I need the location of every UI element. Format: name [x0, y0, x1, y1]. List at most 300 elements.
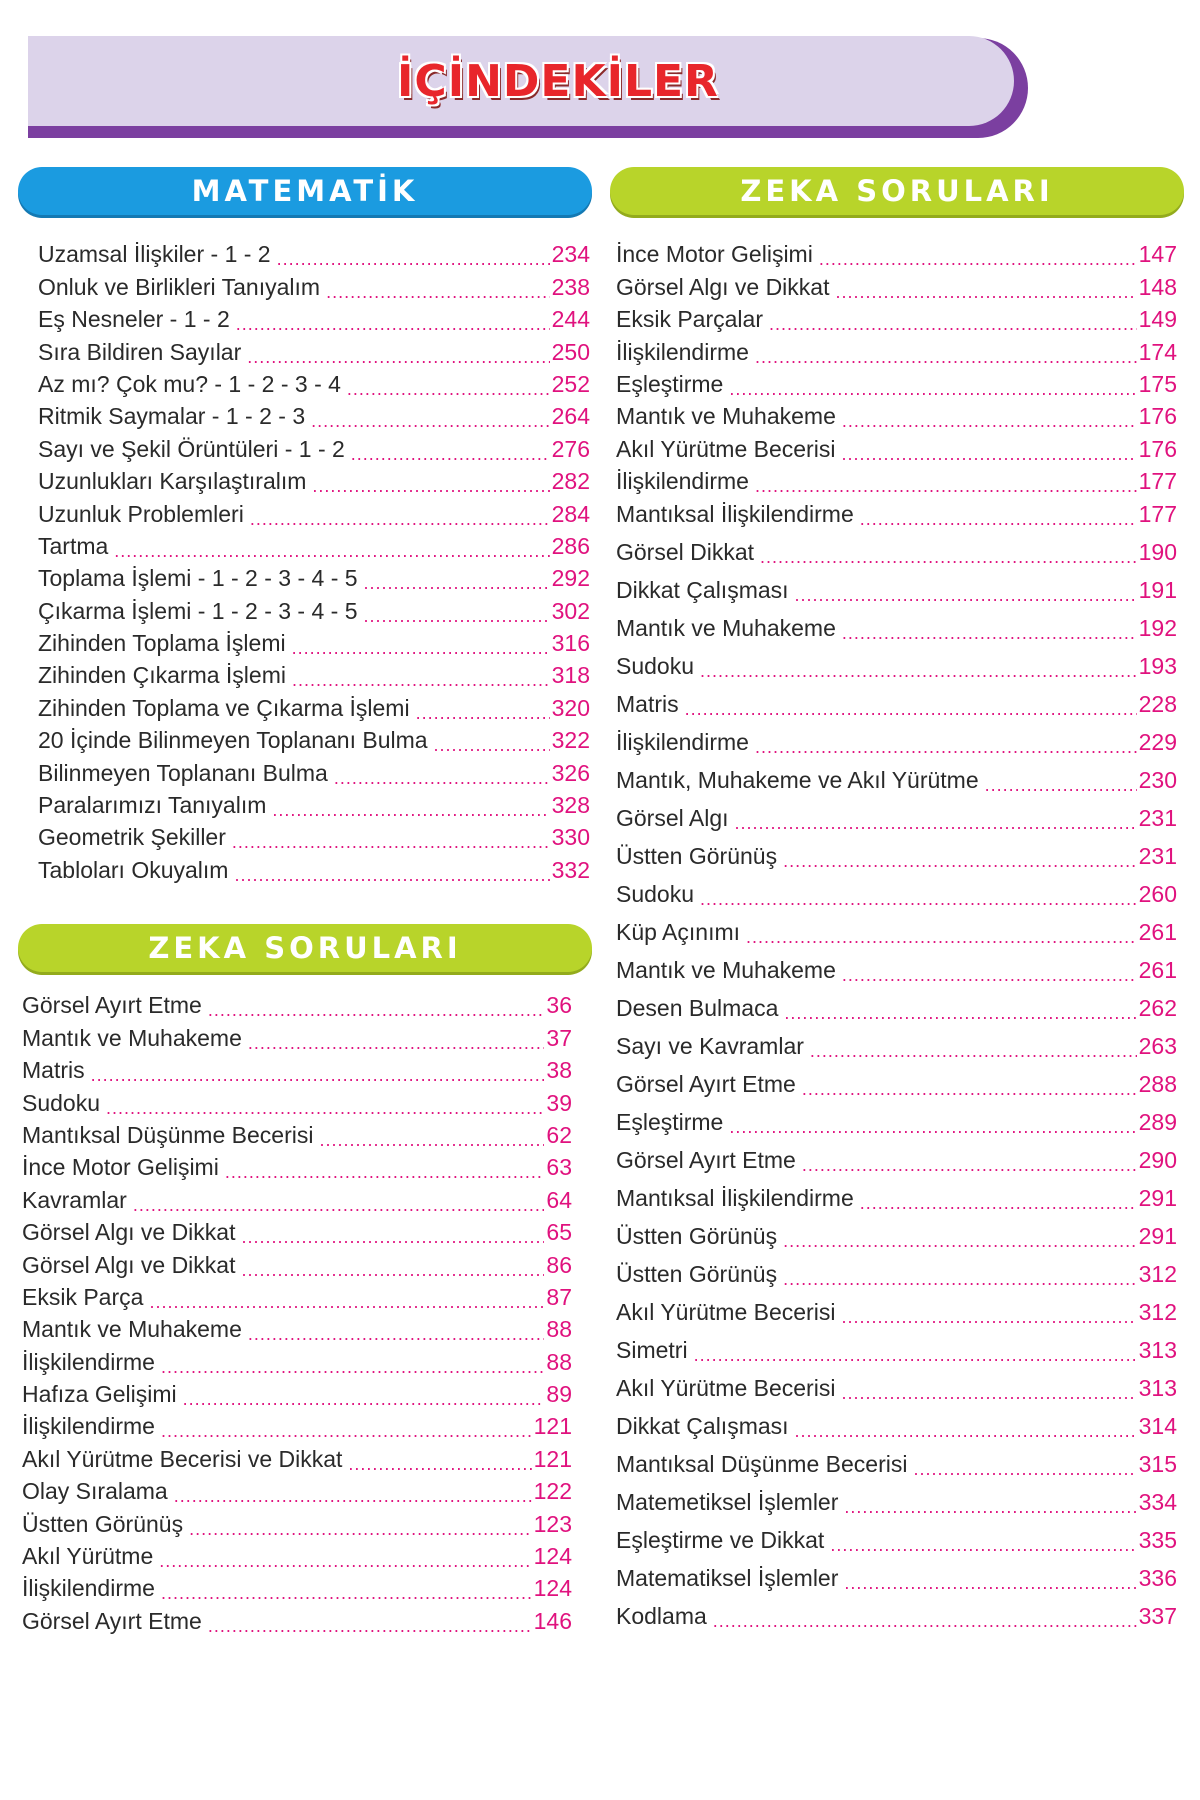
toc-entry — [22, 1214, 572, 1246]
toc-entry-title: 20 İçinde Bilinmeyen Toplananı Bulma — [38, 727, 428, 754]
toc-entry-page: 264 — [551, 403, 590, 430]
toc-entry-page: 86 — [546, 1251, 572, 1278]
toc-entry — [22, 1602, 572, 1634]
toc-entry — [616, 794, 1177, 832]
toc-entry-page: 335 — [1138, 1526, 1177, 1553]
toc-entry — [616, 680, 1177, 718]
dot-leader — [700, 662, 1137, 680]
toc-entry-title: Akıl Yürütme Becerisi — [616, 1298, 836, 1325]
toc-entry — [38, 657, 590, 689]
toc-entry-title: Akıl Yürütme Becerisi — [616, 435, 836, 462]
toc-entry — [616, 1402, 1177, 1440]
dot-leader — [225, 1163, 545, 1181]
toc-entry-page: 330 — [551, 824, 590, 851]
toc-entry-page: 231 — [1138, 804, 1177, 831]
toc-entry — [22, 1570, 572, 1602]
toc-entry-page: 176 — [1138, 403, 1177, 430]
toc-entry — [616, 1440, 1177, 1478]
toc-entry — [22, 1440, 572, 1472]
toc-entry — [616, 604, 1177, 642]
toc-entry — [38, 430, 590, 462]
toc-entry — [38, 268, 590, 300]
toc-entry-title: Bilinmeyen Toplananı Bulma — [38, 759, 328, 786]
dot-leader — [347, 380, 550, 398]
dot-leader — [208, 1001, 545, 1019]
toc-entry — [616, 236, 1177, 268]
toc-entry — [616, 1060, 1177, 1098]
toc-entry — [22, 1408, 572, 1440]
toc-entry-page: 193 — [1138, 652, 1177, 679]
dot-leader — [241, 1261, 544, 1279]
dot-leader — [319, 1131, 544, 1149]
toc-entry-title: Eş Nesneler - 1 - 2 — [38, 306, 230, 333]
toc-entry — [616, 1288, 1177, 1326]
dot-leader — [860, 1194, 1137, 1212]
toc-entry-page: 124 — [533, 1543, 572, 1570]
toc-entry-page: 250 — [551, 338, 590, 365]
toc-entry-title: Üstten Görünüş — [616, 1260, 778, 1287]
toc-entry-title: İnce Motor Gelişimi — [22, 1154, 219, 1181]
toc-entry — [616, 301, 1177, 333]
toc-entry-page: 124 — [533, 1575, 572, 1602]
toc-entry — [38, 301, 590, 333]
dot-leader — [713, 1612, 1137, 1630]
toc-entry — [22, 1473, 572, 1505]
dot-leader — [844, 1498, 1136, 1516]
dot-leader — [842, 412, 1137, 430]
toc-entry — [616, 1250, 1177, 1288]
dot-leader — [434, 736, 550, 754]
toc-entry — [38, 463, 590, 495]
dot-leader — [700, 890, 1137, 908]
toc-entry-page: 315 — [1138, 1450, 1177, 1477]
toc-entry-title: Uzunlukları Karşılaştıralım — [38, 468, 307, 495]
toc-entry — [616, 268, 1177, 300]
toc-entry — [616, 1174, 1177, 1212]
dot-leader — [236, 315, 550, 333]
dot-leader — [841, 1384, 1136, 1402]
toc-entry — [22, 1052, 572, 1084]
toc-entry — [616, 1516, 1177, 1554]
dot-leader — [844, 1574, 1136, 1592]
toc-entry-title: Mantıksal İlişkilendirme — [616, 1184, 854, 1211]
toc-entry-title: Görsel Ayırt Etme — [22, 1607, 202, 1634]
toc-entry — [22, 1311, 572, 1343]
toc-entry — [22, 1019, 572, 1051]
toc-entry-title: Simetri — [616, 1336, 688, 1363]
toc-entry-title: Küp Açınımı — [616, 918, 741, 945]
toc-entry-title: Kodlama — [616, 1602, 707, 1629]
toc-entry — [616, 908, 1177, 946]
dot-leader — [133, 1196, 545, 1214]
dot-leader — [277, 250, 550, 268]
dot-leader — [334, 769, 550, 787]
toc-entry-title: Zihinden Toplama İşlemi — [38, 630, 286, 657]
toc-entry-page: 288 — [1138, 1070, 1177, 1097]
zeka-left-section-header: ZEKA SORULARI — [18, 924, 592, 972]
dot-leader — [106, 1099, 544, 1117]
toc-entry — [38, 495, 590, 527]
dot-leader — [784, 1004, 1136, 1022]
toc-entry-title: Toplama İşlemi - 1 - 2 - 3 - 4 - 5 — [38, 565, 358, 592]
toc-entry-title: İnce Motor Gelişimi — [616, 241, 813, 268]
toc-entry-title: Tartma — [38, 532, 109, 559]
dot-leader — [248, 1325, 545, 1343]
toc-entry-page: 234 — [551, 241, 590, 268]
toc-entry-page: 322 — [551, 727, 590, 754]
toc-entry-title: Uzamsal İlişkiler - 1 - 2 — [38, 241, 271, 268]
toc-entry-title: Mantık ve Muhakeme — [616, 403, 836, 430]
toc-entry-title: İlişkilendirme — [616, 468, 749, 495]
toc-entry-title: Matris — [22, 1057, 85, 1084]
toc-entry-page: 314 — [1138, 1412, 1177, 1439]
dot-leader — [746, 928, 1137, 946]
dot-leader — [161, 1584, 532, 1602]
dot-leader — [189, 1520, 532, 1538]
dot-leader — [735, 814, 1137, 832]
toc-entry-title: Eşleştirme ve Dikkat — [616, 1526, 825, 1553]
toc-entry-title: Mantık ve Muhakeme — [616, 956, 836, 983]
dot-leader — [755, 477, 1137, 495]
toc-entry — [616, 366, 1177, 398]
dot-leader — [841, 1308, 1136, 1326]
toc-entry-page: 313 — [1138, 1374, 1177, 1401]
toc-entry-page: 65 — [546, 1219, 572, 1246]
toc-entry — [22, 1149, 572, 1181]
toc-entry-title: İlişkilendirme — [22, 1575, 155, 1602]
toc-entry-page: 147 — [1138, 241, 1177, 268]
toc-entry — [616, 463, 1177, 495]
toc-entry-title: Görsel Dikkat — [616, 538, 755, 565]
toc-entry-title: Paralarımızı Tanıyalım — [38, 792, 267, 819]
toc-entry-title: Sıra Bildiren Sayılar — [38, 338, 242, 365]
dot-leader — [248, 1034, 545, 1052]
toc-entry — [38, 722, 590, 754]
dot-leader — [760, 548, 1137, 566]
toc-entry-page: 313 — [1138, 1336, 1177, 1363]
toc-entry-page: 190 — [1138, 538, 1177, 565]
toc-entry — [616, 566, 1177, 604]
toc-entry-title: Sayı ve Şekil Örüntüleri - 1 - 2 — [38, 435, 345, 462]
toc-entry-page: 286 — [551, 532, 590, 559]
toc-entry-page: 318 — [551, 662, 590, 689]
dot-leader — [802, 1080, 1137, 1098]
dot-leader — [161, 1422, 532, 1440]
toc-entry-title: Akıl Yürütme Becerisi ve Dikkat — [22, 1445, 343, 1472]
dot-leader — [149, 1293, 544, 1311]
toc-entry-title: Dikkat Çalışması — [616, 576, 789, 603]
toc-entry-page: 174 — [1138, 338, 1177, 365]
toc-entry — [38, 851, 590, 883]
dot-leader — [783, 1270, 1137, 1288]
toc-entry-page: 262 — [1138, 994, 1177, 1021]
toc-entry-page: 332 — [551, 856, 590, 883]
toc-entry — [616, 1326, 1177, 1364]
toc-entry-page: 260 — [1138, 880, 1177, 907]
toc-entry-page: 121 — [533, 1445, 572, 1472]
toc-entry-page: 328 — [551, 792, 590, 819]
dot-leader — [985, 776, 1137, 794]
toc-entry-page: 122 — [533, 1478, 572, 1505]
toc-entry-title: Sudoku — [616, 652, 695, 679]
dot-leader — [783, 852, 1137, 870]
toc-entry-title: Sudoku — [616, 880, 695, 907]
toc-entry-page: 87 — [546, 1283, 572, 1310]
toc-entry-title: Üstten Görünüş — [616, 842, 778, 869]
toc-entry-title: Az mı? Çok mu? - 1 - 2 - 3 - 4 — [38, 370, 341, 397]
toc-entry-page: 230 — [1138, 766, 1177, 793]
math-section-header: MATEMATİK — [18, 167, 592, 215]
toc-entry — [38, 398, 590, 430]
toc-entry-title: Olay Sıralama — [22, 1478, 168, 1505]
dot-leader — [729, 380, 1136, 398]
toc-entry-page: 291 — [1138, 1184, 1177, 1211]
toc-entry — [616, 946, 1177, 984]
toc-entry-title: Mantık ve Muhakeme — [616, 614, 836, 641]
dot-leader — [174, 1487, 532, 1505]
toc-entry-page: 38 — [546, 1057, 572, 1084]
toc-entry-title: Sudoku — [22, 1089, 101, 1116]
toc-entry-title: Eşleştirme — [616, 370, 724, 397]
toc-entry-page: 302 — [551, 597, 590, 624]
toc-entry — [22, 1505, 572, 1537]
toc-entry — [616, 1022, 1177, 1060]
toc-entry-page: 326 — [551, 759, 590, 786]
toc-entry-title: Geometrik Şekiller — [38, 824, 226, 851]
toc-entry — [38, 625, 590, 657]
dot-leader — [830, 1536, 1136, 1554]
toc-entry-page: 177 — [1138, 500, 1177, 527]
dot-leader — [835, 283, 1136, 301]
dot-leader — [161, 1358, 544, 1376]
toc-entry-title: Akıl Yürütme Becerisi — [616, 1374, 836, 1401]
toc-entry-page: 238 — [551, 273, 590, 300]
toc-entry-page: 88 — [546, 1348, 572, 1375]
toc-entry-page: 289 — [1138, 1108, 1177, 1135]
toc-entry — [616, 1478, 1177, 1516]
toc-entry-title: Görsel Ayırt Etme — [616, 1070, 796, 1097]
toc-entry-page: 261 — [1138, 918, 1177, 945]
toc-entry — [22, 1279, 572, 1311]
dot-leader — [810, 1042, 1137, 1060]
dot-leader — [913, 1460, 1136, 1478]
dot-leader — [802, 1156, 1137, 1174]
dot-leader — [694, 1346, 1137, 1364]
toc-entry — [616, 398, 1177, 430]
dot-leader — [232, 833, 550, 851]
toc-entry-title: Görsel Algı ve Dikkat — [616, 273, 830, 300]
toc-entry-page: 261 — [1138, 956, 1177, 983]
toc-entry-title: Mantık ve Muhakeme — [22, 1316, 242, 1343]
toc-entry-page: 64 — [546, 1186, 572, 1213]
toc-entry-title: Sayı ve Kavramlar — [616, 1032, 804, 1059]
dot-leader — [312, 477, 549, 495]
toc-entry — [616, 1136, 1177, 1174]
toc-entry-page: 177 — [1138, 468, 1177, 495]
toc-entry-page: 337 — [1138, 1602, 1177, 1629]
toc-entry — [616, 1592, 1177, 1630]
dot-leader — [755, 348, 1137, 366]
toc-entry-title: İlişkilendirme — [616, 338, 749, 365]
toc-entry-page: 336 — [1138, 1564, 1177, 1591]
toc-entry — [38, 592, 590, 624]
dot-leader — [795, 1422, 1137, 1440]
dot-leader — [364, 574, 550, 592]
toc-entry-title: Desen Bulmaca — [616, 994, 779, 1021]
toc-entry — [616, 430, 1177, 462]
toc-entry — [38, 236, 590, 268]
zeka-right-section-header: ZEKA SORULARI — [610, 167, 1184, 215]
toc-entry — [22, 1246, 572, 1278]
toc-entry-title: Mantıksal Düşünme Becerisi — [22, 1121, 314, 1148]
toc-entry-page: 63 — [546, 1154, 572, 1181]
toc-entry-page: 334 — [1138, 1488, 1177, 1515]
toc-entry-title: Çıkarma İşlemi - 1 - 2 - 3 - 4 - 5 — [38, 597, 358, 624]
zeka-left-toc-list — [22, 987, 572, 1635]
toc-entry-page: 312 — [1138, 1260, 1177, 1287]
toc-entry-page: 244 — [551, 306, 590, 333]
toc-entry-title: Dikkat Çalışması — [616, 1412, 789, 1439]
toc-entry-title: Görsel Algı ve Dikkat — [22, 1219, 236, 1246]
dot-leader — [208, 1617, 532, 1635]
dot-leader — [841, 445, 1136, 463]
toc-entry — [38, 787, 590, 819]
toc-entry-page: 316 — [551, 630, 590, 657]
toc-entry-page: 263 — [1138, 1032, 1177, 1059]
dot-leader — [91, 1066, 545, 1084]
toc-entry-page: 312 — [1138, 1298, 1177, 1325]
toc-entry-title: Mantık, Muhakeme ve Akıl Yürütme — [616, 766, 979, 793]
dot-leader — [769, 315, 1137, 333]
dot-leader — [326, 283, 550, 301]
toc-entry — [38, 560, 590, 592]
toc-entry-title: Hafıza Gelişimi — [22, 1381, 177, 1408]
toc-entry-title: Mantıksal Düşünme Becerisi — [616, 1450, 908, 1477]
toc-entry-title: Kavramlar — [22, 1186, 127, 1213]
toc-entry-title: Uzunluk Problemleri — [38, 500, 244, 527]
toc-entry — [38, 689, 590, 721]
toc-entry-page: 146 — [533, 1607, 572, 1634]
toc-entry-title: Eşleştirme — [616, 1108, 724, 1135]
dot-leader — [250, 510, 550, 528]
dot-leader — [364, 607, 550, 625]
dot-leader — [842, 966, 1137, 984]
toc-entry — [616, 1212, 1177, 1250]
toc-entry-title: Ritmik Saymalar - 1 - 2 - 3 — [38, 403, 306, 430]
toc-entry — [616, 984, 1177, 1022]
dot-leader — [292, 639, 550, 657]
toc-entry — [22, 1538, 572, 1570]
toc-entry — [616, 495, 1177, 527]
toc-entry — [22, 1376, 572, 1408]
toc-entry-page: 88 — [546, 1316, 572, 1343]
dot-leader — [783, 1232, 1137, 1250]
toc-entry-title: Görsel Ayırt Etme — [616, 1146, 796, 1173]
dot-leader — [351, 445, 550, 463]
toc-entry-page: 89 — [546, 1381, 572, 1408]
toc-entry — [38, 754, 590, 786]
toc-entry-page: 292 — [551, 565, 590, 592]
toc-entry-page: 252 — [551, 370, 590, 397]
toc-entry-title: Görsel Ayırt Etme — [22, 992, 202, 1019]
toc-entry-page: 175 — [1138, 370, 1177, 397]
toc-entry — [616, 1098, 1177, 1136]
toc-entry — [38, 819, 590, 851]
toc-entry — [616, 718, 1177, 756]
toc-entry — [616, 832, 1177, 870]
toc-entry-title: Zihinden Toplama ve Çıkarma İşlemi — [38, 694, 410, 721]
dot-leader — [311, 412, 550, 430]
toc-entry-title: Üstten Görünüş — [22, 1510, 184, 1537]
dot-leader — [729, 1118, 1136, 1136]
toc-entry-title: Mantıksal İlişkilendirme — [616, 500, 854, 527]
toc-entry-page: 290 — [1138, 1146, 1177, 1173]
toc-entry-title: Görsel Algı ve Dikkat — [22, 1251, 236, 1278]
toc-entry-page: 123 — [533, 1510, 572, 1537]
toc-entry-page: 284 — [551, 500, 590, 527]
dot-leader — [234, 866, 549, 884]
toc-entry-title: İlişkilendirme — [616, 728, 749, 755]
toc-entry-page: 176 — [1138, 435, 1177, 462]
toc-entry-title: İlişkilendirme — [22, 1413, 155, 1440]
zeka-right-toc-list — [616, 236, 1177, 1630]
toc-entry-title: Akıl Yürütme — [22, 1543, 154, 1570]
toc-entry — [616, 333, 1177, 365]
toc-entry — [22, 1117, 572, 1149]
toc-entry-title: Eksik Parçalar — [616, 306, 763, 333]
dot-leader — [292, 671, 550, 689]
toc-entry-page: 36 — [546, 992, 572, 1019]
toc-entry-page: 148 — [1138, 273, 1177, 300]
toc-entry-page: 229 — [1138, 728, 1177, 755]
dot-leader — [860, 510, 1137, 528]
dot-leader — [348, 1455, 531, 1473]
toc-entry-title: Matemetiksel İşlemler — [616, 1488, 839, 1515]
toc-entry-title: Eksik Parça — [22, 1283, 144, 1310]
toc-entry — [616, 1364, 1177, 1402]
math-toc-list — [38, 236, 590, 884]
toc-entry-page: 276 — [551, 435, 590, 462]
toc-entry — [22, 1084, 572, 1116]
toc-entry — [38, 333, 590, 365]
toc-entry-title: Zihinden Çıkarma İşlemi — [38, 662, 286, 689]
dot-leader — [114, 542, 549, 560]
toc-entry-page: 192 — [1138, 614, 1177, 641]
toc-entry — [616, 756, 1177, 794]
dot-leader — [159, 1552, 531, 1570]
toc-entry — [616, 1554, 1177, 1592]
toc-entry — [616, 642, 1177, 680]
toc-entry-page: 320 — [551, 694, 590, 721]
toc-entry — [38, 366, 590, 398]
dot-leader — [183, 1390, 545, 1408]
dot-leader — [272, 801, 549, 819]
toc-entry-page: 37 — [546, 1024, 572, 1051]
toc-entry-title: Matris — [616, 690, 679, 717]
toc-entry-title: Görsel Algı — [616, 804, 729, 831]
toc-entry — [22, 1343, 572, 1375]
toc-entry-title: İlişkilendirme — [22, 1348, 155, 1375]
toc-entry — [38, 528, 590, 560]
toc-entry-title: Onluk ve Birlikleri Tanıyalım — [38, 273, 321, 300]
toc-entry-page: 282 — [551, 468, 590, 495]
dot-leader — [795, 586, 1137, 604]
toc-entry — [22, 1181, 572, 1213]
dot-leader — [241, 1228, 544, 1246]
toc-entry — [616, 528, 1177, 566]
toc-entry-page: 191 — [1138, 576, 1177, 603]
toc-entry-title: Tabloları Okuyalım — [38, 856, 229, 883]
